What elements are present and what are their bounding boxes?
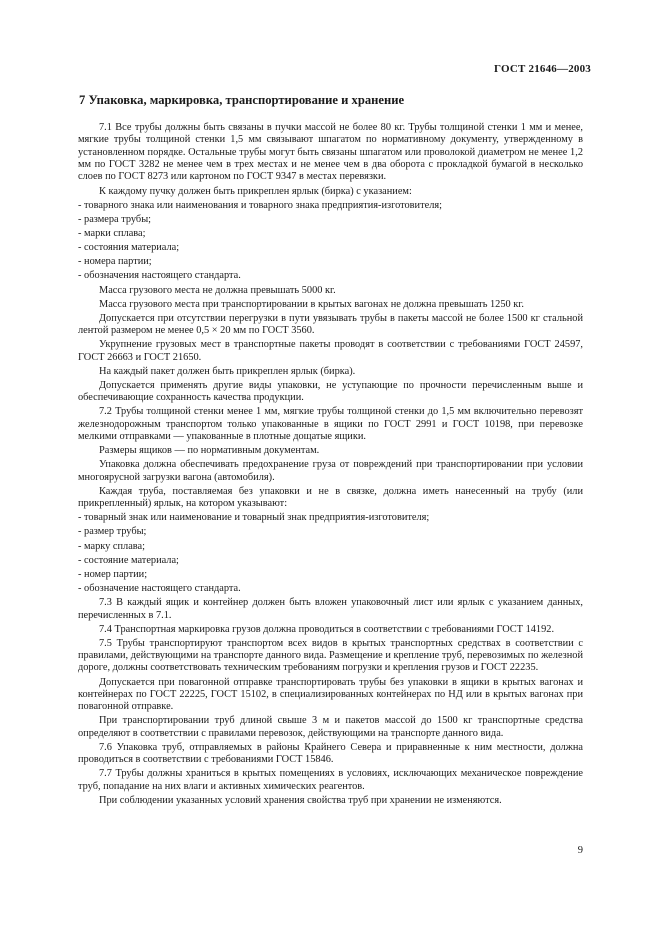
paragraph: К каждому пучку должен быть прикреплен ярлык (бирка) с указанием: <box>99 185 412 197</box>
paragraph: Укрупнение грузовых мест в транспортные пакеты проводят в соответствии с требованиями ГОСТ 24597, ГОСТ 26663 и ГОСТ 21650. <box>78 339 583 363</box>
paragraph: Размеры ящиков — по нормативным документам. <box>99 445 320 457</box>
paragraph: 7.1 Все трубы должны быть связаны в пучки массой не более 80 кг. Трубы толщиной стенки 1 мм и менее, мягкие трубы толщиной стенки 1,5 мм связывают шпагатом по нормативному документу, утвержденному в установленном порядке. Остальные трубы могут быть связаны шпагатом или проволокой диаметром не менее 1,2 мм по ГОСТ 3282 не менее чем в трех местах и не менее чем в два оборота с прокладкой бумагой в несколько слоев по ГОСТ 8273 или картоном по ГОСТ 9347 в местах перевязки. <box>78 122 583 183</box>
paragraph: 7.7 Трубы должны храниться в крытых помещениях в условиях, исключающих механическое повреждение труб, попадание на них влаги и активных химических реагентов. <box>78 768 583 792</box>
paragraph: Допускается при отсутствии перегрузки в пути увязывать трубы в пакеты массой не более 1500 кг стальной лентой размером не менее 0,5 × 20 мм по ГОСТ 3560. <box>78 312 583 337</box>
paragraph: На каждый пакет должен быть прикреплен ярлык (бирка). <box>99 365 356 377</box>
section-body <box>78 122 583 809</box>
list-item: - состояние материала; <box>78 554 179 566</box>
list-item: - обозначение настоящего стандарта. <box>78 583 241 595</box>
paragraph: 7.6 Упаковка труб, отправляемых в районы Крайнего Севера и приравненные к ним местности, должна проводиться в соответствии с требованиями ГОСТ 15846. <box>78 741 583 766</box>
paragraph: 7.3 В каждый ящик и контейнер должен быть вложен упаковочный лист или ярлык с указанием данных, перечисленных в 7.1. <box>78 597 583 621</box>
paragraph: 7.5 Трубы транспортируют транспортом всех видов в крытых транспортных средствах в соответствии с правилами, действующими на транспорте данного вида. Размещение и крепление труб, перевозимых по железной дороге, должны соответствовать техническим требованиям погрузки и крепления грузов и ГОСТ 22235. <box>78 637 583 674</box>
paragraph: При соблюдении указанных условий хранения свойства труб при хранении не изменяются. <box>99 794 502 806</box>
page-number: 9 <box>577 845 583 856</box>
list-item: - товарного знака или наименования и товарного знака предприятия-изготовителя; <box>78 199 442 211</box>
paragraph: Допускается при повагонной отправке транспортировать трубы без упаковки в ящики в крытых вагонах и контейнерах по ГОСТ 22225, ГОСТ 15102, в специализированных контейнерах по НД или в крытых вагонах при повагонной отправке. <box>78 676 583 713</box>
paragraph: Каждая труба, поставляемая без упаковки и не в связке, должна иметь нанесенный на трубу (или прикрепленный) ярлык, на котором указывают: <box>78 485 583 510</box>
list-item: - размер трубы; <box>78 526 147 538</box>
list-item: - номер партии; <box>78 568 148 580</box>
list-item: - марки сплава; <box>78 227 146 239</box>
section-title: 7 Упаковка, маркировка, транспортирование и хранение <box>79 93 405 107</box>
list-item: - обозначения настоящего стандарта. <box>78 270 241 282</box>
paragraph: При транспортировании труб длиной свыше 3 м и пакетов массой до 1500 кг транспортные средства определяют в соответствии с правилами перевозок, действующими на транспорте данного вида. <box>78 715 583 739</box>
list-item: - номера партии; <box>78 256 152 268</box>
paragraph: 7.2 Трубы толщиной стенки менее 1 мм, мягкие трубы толщиной стенки до 1,5 мм включительно перевозят железнодорожным транспортом только упакованные в ящики по ГОСТ 2991 и ГОСТ 10198, при перевозке мелкими отправками — упакованные в плотные дощатые ящики. <box>78 406 583 443</box>
document-header: ГОСТ 21646—2003 <box>494 63 591 75</box>
paragraph: Масса грузового места при транспортировании в крытых вагонах не должна превышать 1250 кг. <box>99 298 524 310</box>
paragraph: 7.4 Транспортная маркировка грузов должна проводиться в соответствии с требованиями ГОСТ 14192. <box>99 623 555 635</box>
list-item: - размера трубы; <box>78 213 152 225</box>
list-item: - товарный знак или наименование и товарный знак предприятия-изготовителя; <box>78 512 430 524</box>
paragraph: Масса грузового места не должна превышать 5000 кг. <box>99 284 336 296</box>
list-item: - марку сплава; <box>78 540 145 552</box>
list-item: - состояния материала; <box>78 242 180 254</box>
paragraph: Допускается применять другие виды упаковки, не уступающие по прочности перечисленным выше и обеспечивающие сохранность качества продукции. <box>78 379 583 404</box>
paragraph: Упаковка должна обеспечивать предохранение груза от повреждений при транспортировании при условии многоярусной загрузки вагона (автомобиля). <box>78 459 583 483</box>
